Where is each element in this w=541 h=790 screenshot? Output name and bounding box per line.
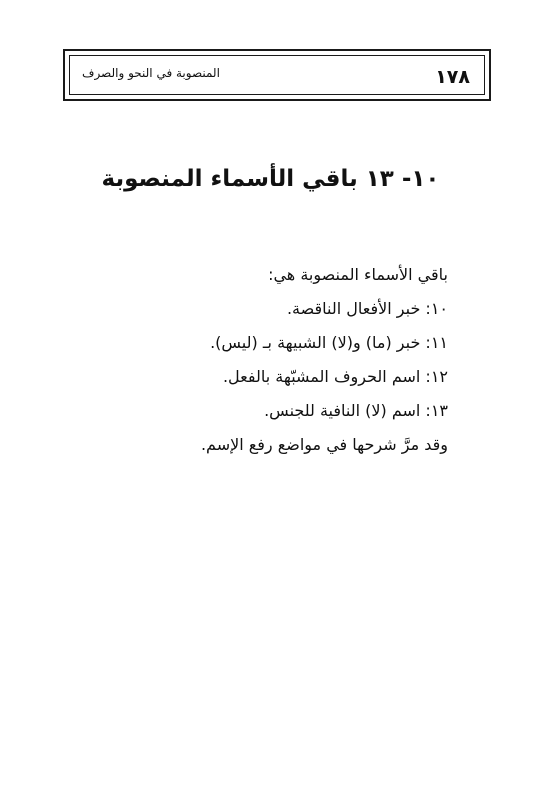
list-item-11: ١١: خبر (ما) و(لا) الشبيهة بـ (ليس). (210, 333, 448, 352)
list-item-12: ١٢: اسم الحروف المشبّهة بالفعل. (222, 367, 448, 386)
intro-line: باقي الأسماء المنصوبة هي: (268, 265, 448, 284)
body-text (68, 258, 448, 462)
page-number: ١٧٨ (435, 66, 470, 88)
closing-line: وقد مرَّ شرحها في مواضع رفع الإسم. (200, 435, 448, 454)
running-header-inner-frame (69, 55, 485, 95)
running-header-frame (63, 49, 491, 101)
list-item-10: ١٠: خبر الأفعال الناقصة. (286, 299, 448, 318)
running-title: المنصوبة في النحو والصرف (82, 66, 220, 80)
list-item-13: ١٣: اسم (لا) النافية للجنس. (264, 401, 448, 420)
section-title: ١٠- ١٣ باقي الأسماء المنصوبة (101, 166, 440, 192)
